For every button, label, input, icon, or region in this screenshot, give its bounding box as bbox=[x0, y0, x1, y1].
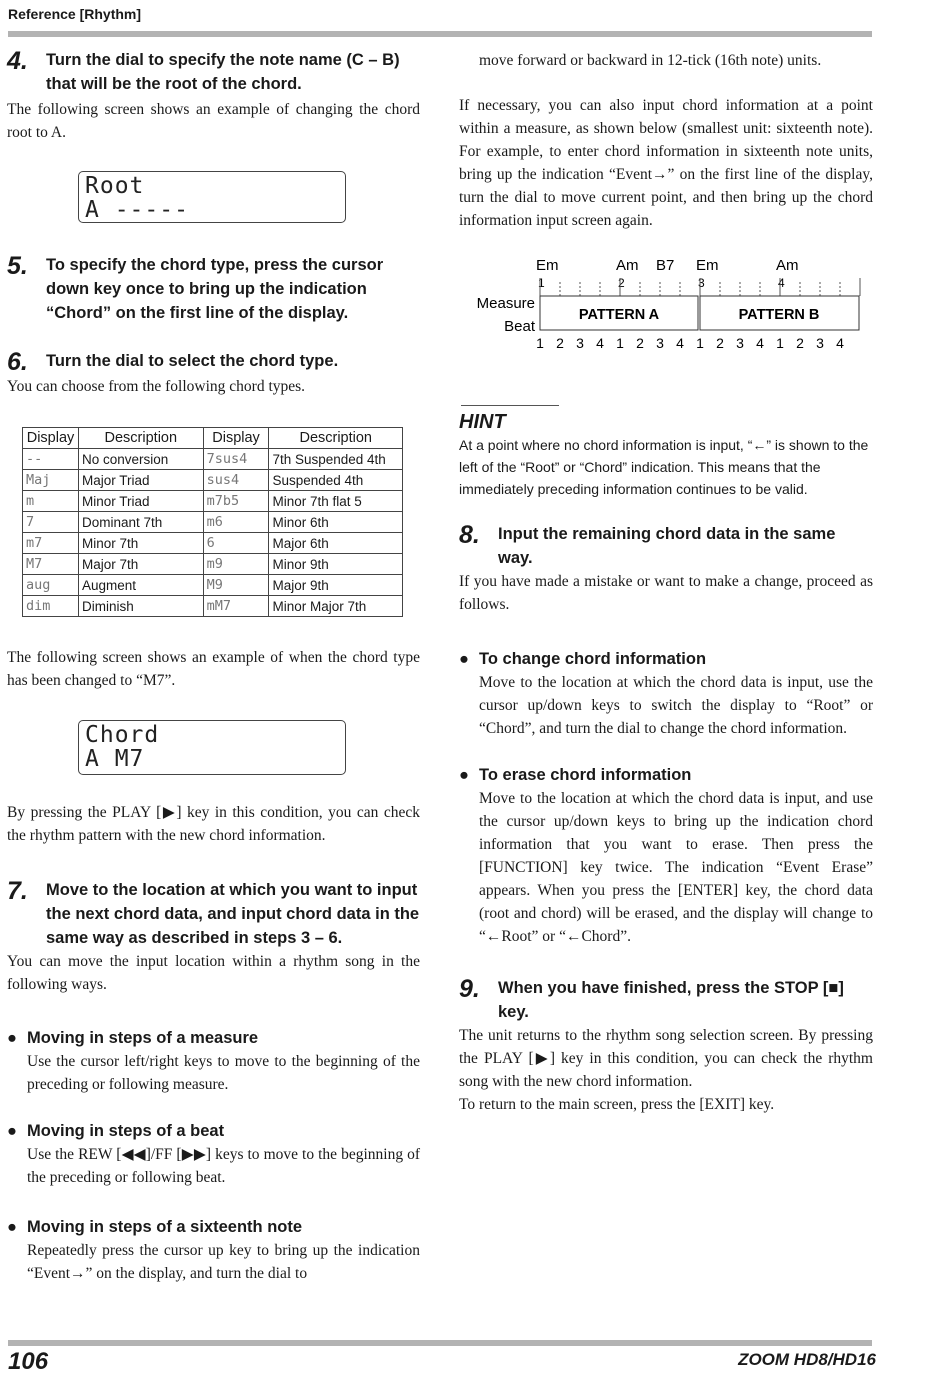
beat-number: 1 bbox=[616, 335, 624, 351]
description-cell: No conversion bbox=[78, 449, 203, 470]
step-title: Turn the dial to select the chord type. bbox=[46, 352, 339, 370]
step-8-body: If you have made a mistake or want to make a change, proceed as follows. bbox=[459, 573, 873, 613]
chord-label: Em bbox=[536, 257, 559, 274]
step-number: 7. bbox=[7, 877, 28, 905]
column-header: Display bbox=[23, 428, 79, 449]
display-cell: mM7 bbox=[203, 596, 269, 617]
hint-text: At a point where no chord information is input, “←” is shown to the left of the “Root” or “Chord” indication. This means that the immediately preceding information continues to be valid. bbox=[459, 437, 869, 497]
left-column bbox=[7, 48, 420, 1285]
beat-ticks bbox=[540, 278, 860, 296]
bullet-erase bbox=[459, 763, 873, 948]
beat-number: 4 bbox=[596, 335, 604, 351]
measure-label: Measure bbox=[476, 295, 535, 312]
display-cell: M7 bbox=[23, 554, 79, 575]
display-cell: dim bbox=[23, 596, 79, 617]
bullet-body: Use the cursor left/right keys to move to the beginning of the preceding or following measure. bbox=[27, 1053, 420, 1093]
play-check-text: By pressing the PLAY [▶] key in this condition, you can check the rhythm pattern with the new chord information. bbox=[7, 804, 420, 844]
step-title: Turn the dial to specify the note name (C – B) that will be the root of the chord. bbox=[46, 51, 400, 93]
step-4-body: The following screen shows an example of changing the chord root to A. bbox=[7, 101, 420, 141]
description-cell: Suspended 4th bbox=[269, 470, 403, 491]
chord-label: B7 bbox=[656, 257, 675, 274]
lcd-line-2: A M7 bbox=[85, 746, 145, 772]
chord-type-table bbox=[22, 427, 403, 617]
chord-labels bbox=[536, 257, 799, 274]
bullet-beat bbox=[7, 1119, 420, 1189]
description-cell: Minor 7th flat 5 bbox=[269, 491, 403, 512]
table-row bbox=[23, 575, 403, 596]
description-cell: Minor 6th bbox=[269, 512, 403, 533]
bullet-title: Moving in steps of a sixteenth note bbox=[27, 1218, 303, 1236]
hint-box bbox=[459, 405, 873, 500]
hint-title: HINT bbox=[459, 411, 506, 433]
product-name: ZOOM HD8/HD16 bbox=[738, 1350, 876, 1369]
beat-number: 1 bbox=[536, 335, 544, 351]
step-number: 9. bbox=[459, 975, 480, 1003]
beat-number: 4 bbox=[756, 335, 764, 351]
step-title: Move to the location at which you want to input the next chord data, and input chord data in the same way as described in steps 3 – 6. bbox=[46, 881, 420, 947]
display-cell: m7 bbox=[23, 533, 79, 554]
display-cell: m7b5 bbox=[203, 491, 269, 512]
display-cell: -- bbox=[23, 449, 79, 470]
beat-number: 3 bbox=[576, 335, 584, 351]
step-number: 6. bbox=[7, 348, 28, 376]
step-number: 8. bbox=[459, 521, 480, 549]
step-5 bbox=[7, 253, 420, 325]
beat-number: 2 bbox=[716, 335, 724, 351]
measure-number: 3 bbox=[698, 276, 705, 290]
after-table-text: The following screen shows an example of when the chord type has been changed to “M7”. bbox=[7, 649, 420, 689]
step-number: 4. bbox=[7, 47, 28, 75]
display-cell: m9 bbox=[203, 554, 269, 575]
intro-paragraph: If necessary, you can also input chord information at a point within a measure, as shown below (smallest unit: sixteenth note). For example, to enter chord information in sixteenth note units, bring up the indication “Event→” on the first line of the display, turn the dial to move current point, and then bring up the chord information input screen again. bbox=[459, 97, 873, 229]
beat-number: 1 bbox=[696, 335, 704, 351]
measure-number: 1 bbox=[538, 276, 545, 290]
measure-number: 4 bbox=[778, 276, 785, 290]
column-header: Description bbox=[78, 428, 203, 449]
beat-number: 1 bbox=[776, 335, 784, 351]
step-9-body: The unit returns to the rhythm song selection screen. By pressing the PLAY [▶] key in this condition, you can check the rhythm song with the new chord information. bbox=[459, 1027, 873, 1090]
display-cell: Maj bbox=[23, 470, 79, 491]
lcd-line-1: Root bbox=[85, 173, 145, 199]
bullet-icon: ● bbox=[7, 1218, 17, 1236]
beat-number: 4 bbox=[676, 335, 684, 351]
step-title: Input the remaining chord data in the same way. bbox=[498, 525, 836, 567]
bullet-title: To erase chord information bbox=[479, 766, 692, 784]
description-cell: Major 7th bbox=[78, 554, 203, 575]
beat-numbers bbox=[536, 335, 844, 351]
bullet-title: Moving in steps of a measure bbox=[27, 1029, 259, 1047]
lcd-root-display bbox=[78, 171, 346, 223]
description-cell: Minor 9th bbox=[269, 554, 403, 575]
beat-number: 2 bbox=[796, 335, 804, 351]
chord-label: Am bbox=[776, 257, 799, 274]
column-header: Display bbox=[203, 428, 269, 449]
lcd-line-1: Chord bbox=[85, 722, 160, 748]
step-title: To specify the chord type, press the cursor down key once to bring up the indication “Chord” on the first line of the display. bbox=[46, 256, 384, 322]
bullet-icon: ● bbox=[459, 766, 469, 784]
hint-rule bbox=[461, 405, 559, 406]
beat-number: 2 bbox=[556, 335, 564, 351]
description-cell: Major Triad bbox=[78, 470, 203, 491]
display-cell: 7sus4 bbox=[203, 449, 269, 470]
description-cell: Minor 7th bbox=[78, 533, 203, 554]
header-rule bbox=[8, 31, 872, 37]
bullet-title: To change chord information bbox=[479, 650, 707, 668]
page-number: 106 bbox=[8, 1348, 49, 1375]
display-cell: M9 bbox=[203, 575, 269, 596]
table-row bbox=[23, 554, 403, 575]
display-cell: aug bbox=[23, 575, 79, 596]
table-header-row bbox=[23, 428, 403, 449]
column-header: Description bbox=[269, 428, 403, 449]
step-9-exit-note: To return to the main screen, press the [EXIT] key. bbox=[459, 1096, 775, 1113]
display-cell: sus4 bbox=[203, 470, 269, 491]
table-row bbox=[23, 596, 403, 617]
step-6-body: You can choose from the following chord types. bbox=[7, 378, 306, 395]
beat-number: 3 bbox=[816, 335, 824, 351]
description-cell: Major 6th bbox=[269, 533, 403, 554]
right-column bbox=[459, 48, 873, 1116]
measure-number: 2 bbox=[618, 276, 625, 290]
chord-label: Em bbox=[696, 257, 719, 274]
step-number: 5. bbox=[7, 252, 28, 280]
display-cell: m6 bbox=[203, 512, 269, 533]
pattern-a-label: PATTERN A bbox=[578, 307, 660, 323]
table-row bbox=[23, 470, 403, 491]
display-cell: m bbox=[23, 491, 79, 512]
table-row bbox=[23, 491, 403, 512]
beat-number: 2 bbox=[636, 335, 644, 351]
description-cell: Dominant 7th bbox=[78, 512, 203, 533]
bullet-body: Repeatedly press the cursor up key to bring up the indication “Event→” on the display, and turn the dial to bbox=[27, 1242, 420, 1282]
beat-label: Beat bbox=[504, 318, 535, 335]
bullet-body: Move to the location at which the chord data is input, and use the cursor up/down keys to bring up the indication chord information that you want to erase. Then press the [FUNCTION] key twice. The indication “Event Erase” appears. When you press the [ENTER] key, the chord data (root and chord) will be erased, and the display will change to “←Root” or “←Chord”. bbox=[479, 790, 873, 945]
bullet-body: Move to the location at which the chord data is input, use the cursor up/down keys to switch the display to “Root” or “Chord”, and turn the dial to change the chord information. bbox=[479, 674, 873, 737]
step-title: When you have finished, press the STOP [■] key. bbox=[498, 979, 844, 1021]
description-cell: Augment bbox=[78, 575, 203, 596]
bullet-title: Moving in steps of a beat bbox=[27, 1122, 225, 1140]
footer-rule bbox=[8, 1340, 872, 1346]
bullet-icon: ● bbox=[459, 650, 469, 668]
step-8 bbox=[459, 522, 873, 570]
continued-text: move forward or backward in 12-tick (16th note) units. bbox=[479, 52, 822, 69]
display-cell: 6 bbox=[203, 533, 269, 554]
pattern-diagram bbox=[459, 256, 873, 376]
table-row bbox=[23, 533, 403, 554]
table-row bbox=[23, 449, 403, 470]
bullet-icon: ● bbox=[7, 1029, 17, 1047]
step-6 bbox=[7, 349, 420, 375]
bullet-body: Use the REW [◀◀]/FF [▶▶] keys to move to the beginning of the preceding or following beat. bbox=[27, 1146, 420, 1186]
table-body bbox=[23, 449, 403, 617]
measure-numbers bbox=[538, 276, 785, 290]
description-cell: Major 9th bbox=[269, 575, 403, 596]
table-row bbox=[23, 512, 403, 533]
chord-label: Am bbox=[616, 257, 639, 274]
beat-number: 3 bbox=[736, 335, 744, 351]
pattern-b-label: PATTERN B bbox=[738, 307, 820, 323]
bullet-measure bbox=[7, 1026, 420, 1096]
display-cell: 7 bbox=[23, 512, 79, 533]
description-cell: 7th Suspended 4th bbox=[269, 449, 403, 470]
step-7 bbox=[7, 878, 420, 950]
bullet-change bbox=[459, 647, 873, 740]
lcd-line-2: A ----- bbox=[85, 197, 189, 223]
step-9 bbox=[459, 976, 873, 1024]
bullet-sixteenth bbox=[7, 1215, 420, 1285]
description-cell: Minor Major 7th bbox=[269, 596, 403, 617]
beat-number: 3 bbox=[656, 335, 664, 351]
beat-number: 4 bbox=[836, 335, 844, 351]
step-7-body: You can move the input location within a rhythm song in the following ways. bbox=[7, 953, 420, 993]
section-header: Reference [Rhythm] bbox=[8, 6, 142, 22]
description-cell: Minor Triad bbox=[78, 491, 203, 512]
lcd-chord-display bbox=[78, 720, 346, 775]
description-cell: Diminish bbox=[78, 596, 203, 617]
bullet-icon: ● bbox=[7, 1122, 17, 1140]
step-4 bbox=[7, 48, 420, 96]
